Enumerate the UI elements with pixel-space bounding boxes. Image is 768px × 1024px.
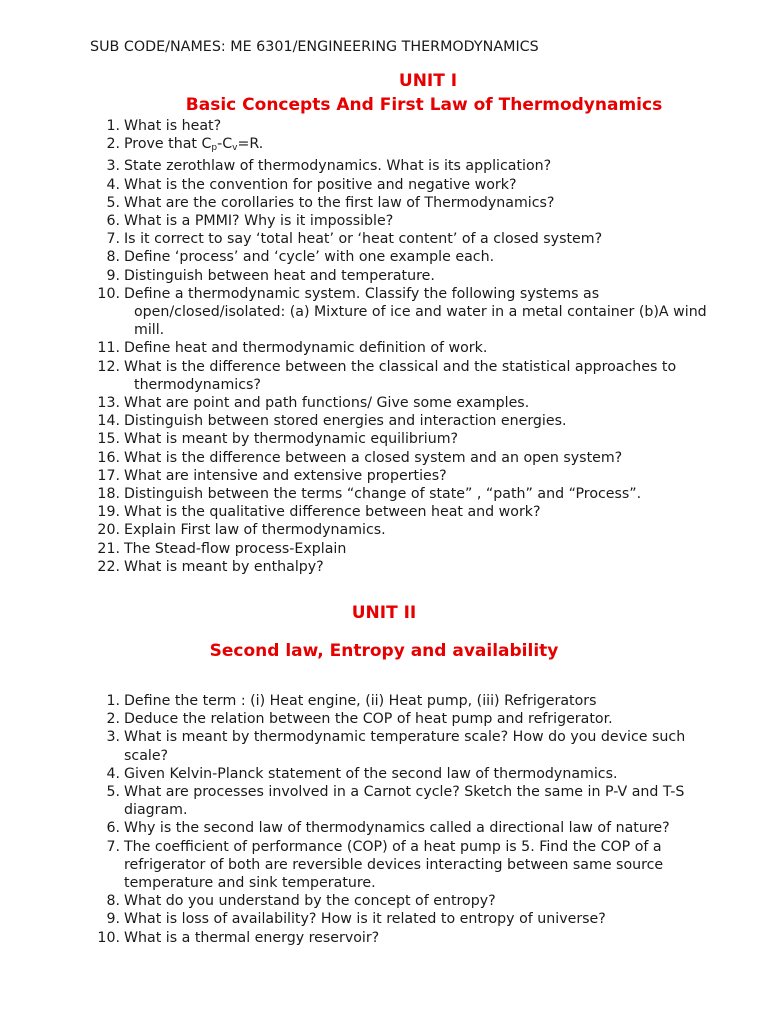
question-item	[0, 819, 710, 837]
question-number: 1.	[106, 693, 120, 709]
question-item	[0, 929, 710, 947]
question-item	[0, 267, 710, 285]
question-number: 10.	[97, 929, 120, 946]
question-number: 18.	[97, 486, 120, 503]
question-text: What is a thermal energy reservoir?	[124, 929, 380, 946]
unit-2-question-list	[0, 692, 710, 947]
question-number: 15.	[97, 431, 120, 448]
question-text: What is the difference between a closed system and an open system?	[124, 449, 623, 466]
question-text: What is a PMMI? Why is it impossible?	[124, 213, 394, 230]
question-text: What is meant by thermodynamic temperature scale? How do you device such scale?	[124, 729, 686, 764]
question-item	[0, 558, 710, 576]
question-item	[0, 339, 710, 357]
question-item	[0, 157, 710, 175]
question-number: 3.	[106, 158, 120, 175]
question-number: 17.	[97, 467, 120, 484]
question-item	[0, 412, 710, 430]
question-text: Explain First law of thermodynamics.	[124, 522, 386, 539]
question-item	[0, 248, 710, 266]
question-text: What are point and path functions/ Give some examples.	[124, 395, 530, 412]
question-number: 9.	[106, 911, 120, 928]
question-item	[0, 467, 710, 485]
question-number: 2.	[106, 136, 120, 153]
question-text: Why is the second law of thermodynamics called a directional law of nature?	[124, 820, 670, 837]
question-item	[0, 449, 710, 467]
question-item	[0, 117, 710, 135]
question-number: 7.	[106, 231, 120, 248]
question-item	[0, 783, 710, 819]
question-text: Define a thermodynamic system. Classify the following systems as open/closed/isolated: (a) Mixture of ice and water in a metal container (b)A wind mill.	[124, 285, 707, 339]
question-item	[0, 285, 710, 340]
question-text: What is loss of availability? How is it related to entropy of universe?	[124, 911, 606, 928]
question-text: Deduce the relation between the COP of heat pump and refrigerator.	[124, 711, 613, 728]
question-item	[0, 910, 710, 928]
question-text: Given Kelvin-Planck statement of the second law of thermodynamics.	[124, 765, 618, 782]
question-item	[0, 176, 710, 194]
question-number: 4.	[106, 176, 120, 193]
unit-1-subtitle: Basic Concepts And First Law of Thermodynamics	[185, 95, 663, 115]
question-number: 6.	[106, 213, 120, 230]
question-text: What are intensive and extensive properties?	[124, 467, 447, 484]
question-text: What do you understand by the concept of entropy?	[124, 893, 496, 910]
question-number: 8.	[106, 893, 120, 910]
question-text: Prove that $C_p-C_v=R$.	[124, 136, 264, 154]
question-text: The coefficient of performance (COP) of a heat pump is 5. Find the COP of a refrigerator of both are reversible devices interacting between same source temperature and sink temperature.	[124, 838, 664, 892]
question-text: Distinguish between the terms “change of state” , “path” and “Process”.	[124, 486, 642, 503]
question-text: Define heat and thermodynamic definition of work.	[124, 340, 488, 357]
question-item	[0, 838, 710, 893]
unit-2-subtitle: Second law, Entropy and availability	[209, 641, 559, 661]
question-number: 10.	[97, 285, 120, 302]
subject-header: SUB CODE/NAMES: ME 6301/ENGINEERING THERMODYNAMICS	[90, 39, 539, 55]
unit-1-question-list	[0, 117, 710, 576]
question-number: 2.	[106, 711, 120, 728]
question-item	[0, 892, 710, 910]
question-item	[0, 135, 710, 157]
question-number: 14.	[97, 413, 120, 430]
question-text: Distinguish between stored energies and interaction energies.	[124, 413, 567, 430]
question-item	[0, 358, 710, 394]
question-text: What is the convention for positive and negative work?	[124, 176, 517, 193]
question-number: 19.	[97, 504, 120, 521]
question-item	[0, 765, 710, 783]
question-item	[0, 230, 710, 248]
question-item	[0, 728, 710, 764]
question-item	[0, 540, 710, 558]
question-number: 13.	[97, 395, 120, 412]
question-text: Define the term : (i) Heat engine, (ii) Heat pump, (iii) Refrigerators	[124, 693, 597, 709]
question-text: State zerothlaw of thermodynamics. What is its application?	[124, 158, 552, 175]
question-item	[0, 692, 710, 710]
question-number: 7.	[106, 838, 120, 855]
question-number: 8.	[106, 249, 120, 266]
question-item	[0, 194, 710, 212]
question-item	[0, 394, 710, 412]
question-number: 22.	[97, 558, 120, 575]
question-number: 12.	[97, 358, 120, 375]
unit-1-title: UNIT I	[398, 71, 458, 91]
question-text: What is the qualitative difference between heat and work?	[124, 504, 541, 521]
question-number: 1.	[106, 118, 120, 134]
question-item	[0, 710, 710, 728]
question-item	[0, 521, 710, 539]
unit-2-title: UNIT II	[351, 603, 417, 623]
question-number: 5.	[106, 194, 120, 211]
question-text: What are the corollaries to the first law of Thermodynamics?	[124, 194, 555, 211]
question-number: 4.	[106, 765, 120, 782]
question-text: What is meant by enthalpy?	[124, 558, 324, 575]
question-number: 5.	[106, 784, 120, 801]
question-text: What is meant by thermodynamic equilibrium?	[124, 431, 459, 448]
question-number: 11.	[97, 340, 120, 357]
question-number: 3.	[106, 729, 120, 746]
question-text: Is it correct to say ‘total heat’ or ‘heat content’ of a closed system?	[124, 231, 603, 248]
question-text: What is heat?	[124, 118, 222, 134]
question-number: 20.	[97, 522, 120, 539]
question-item	[0, 485, 710, 503]
question-text: What are processes involved in a Carnot cycle? Sketch the same in P-V and T-S diagram.	[124, 784, 685, 819]
question-text: Define ‘process’ and ‘cycle’ with one example each.	[124, 249, 495, 266]
question-number: 9.	[106, 267, 120, 284]
question-text: What is the difference between the classical and the statistical approaches to thermodynamics?	[124, 358, 677, 393]
question-text: The Stead-flow process-Explain	[124, 540, 347, 557]
question-number: 21.	[97, 540, 120, 557]
question-text: Distinguish between heat and temperature.	[124, 267, 435, 284]
question-item	[0, 503, 710, 521]
question-number: 6.	[106, 820, 120, 837]
question-item	[0, 430, 710, 448]
question-item	[0, 212, 710, 230]
question-number: 16.	[97, 449, 120, 466]
